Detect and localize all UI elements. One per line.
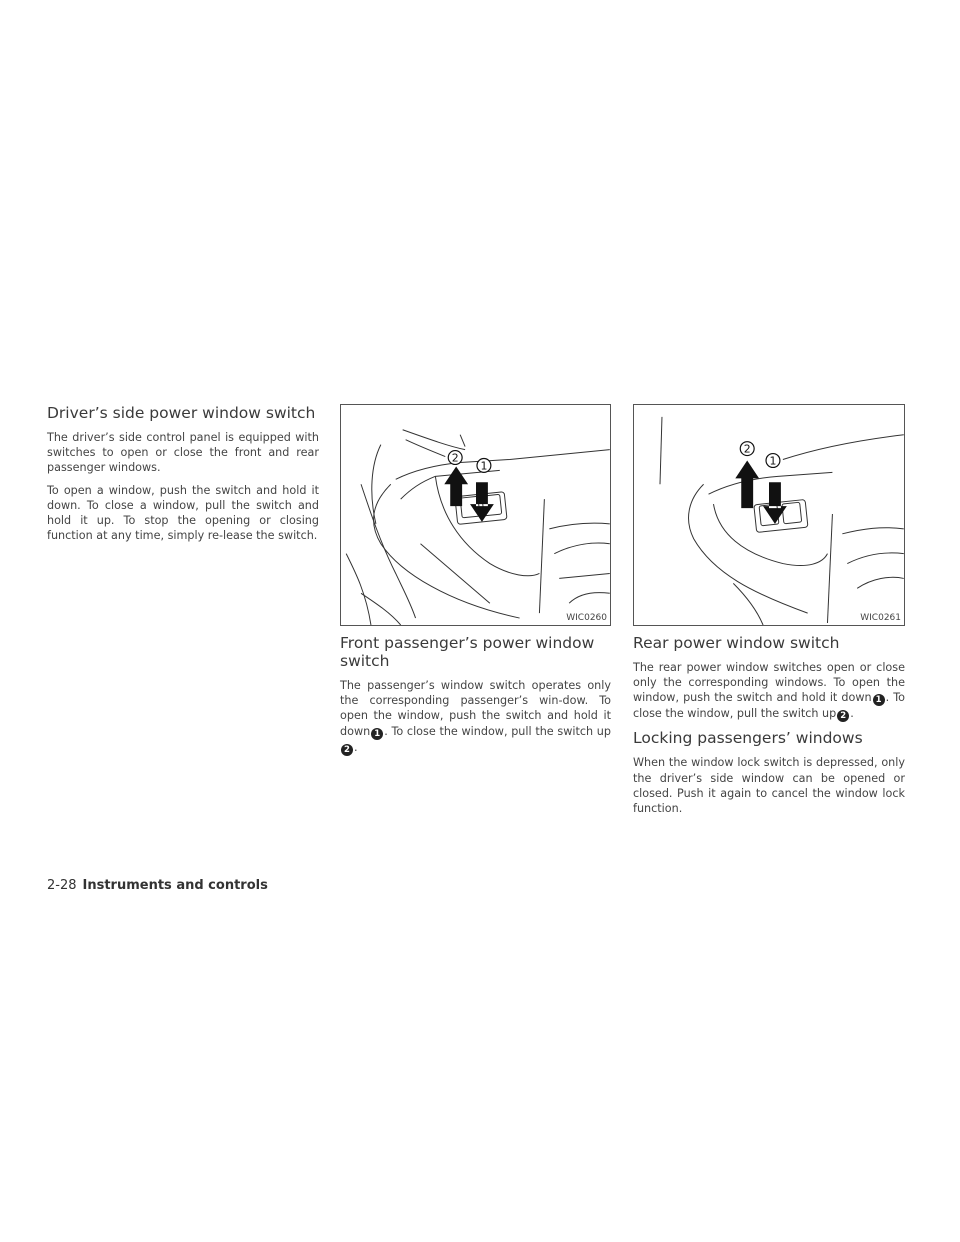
- heading-locking-windows: Locking passengers’ windows: [633, 729, 863, 748]
- figure-code: WIC0260: [566, 613, 607, 623]
- figure-front-passenger-switch: [340, 404, 611, 626]
- page-footer: [47, 878, 268, 893]
- text-segment: The passenger’s window switch operates only the corresponding passenger’s win-dow. To open the window, push the switch and hold it down: [340, 679, 611, 738]
- text-segment: . To close the window, pull the switch up: [633, 691, 905, 721]
- heading-front-passenger: Front passenger’s power window switch: [340, 634, 595, 670]
- heading-drivers-switch: Driver’s side power window switch: [47, 404, 316, 422]
- illustration-front-switch: [341, 405, 610, 625]
- paragraph-drivers-1: The driver’s side control panel is equipped with switches to open or close the front and rear passenger windows.: [47, 431, 319, 475]
- paragraph-rear-switch: [633, 660, 905, 722]
- paragraph-front-passenger: [340, 678, 611, 756]
- text-segment: .: [354, 740, 358, 754]
- callout-2-icon: 2: [837, 710, 849, 722]
- callout-1-label: 1: [480, 459, 488, 473]
- text-segment: .: [850, 707, 854, 721]
- text-segment: . To close the window, pull the switch up: [384, 724, 611, 738]
- column-left: [47, 404, 319, 550]
- heading-rear-switch: Rear power window switch: [633, 634, 840, 652]
- column-right: [633, 404, 905, 823]
- figure-rear-switch: [633, 404, 905, 626]
- page-number: 2-28: [47, 878, 77, 893]
- column-middle: [340, 404, 611, 763]
- callout-2-icon: 2: [341, 744, 353, 756]
- callout-2-label: 2: [743, 442, 751, 456]
- figure-code: WIC0261: [860, 613, 901, 623]
- paragraph-locking-windows: When the window lock switch is depressed, only the driver’s side window can be opened or closed. Push it again to cancel the window lock function.: [633, 756, 905, 816]
- section-title: Instruments and controls: [82, 878, 268, 893]
- callout-1-label: 1: [769, 454, 777, 468]
- paragraph-drivers-2: To open a window, push the switch and hold it down. To close a window, pull the switch and hold it up. To stop the opening or closing function at any time, simply re-lease the switch.: [47, 483, 319, 543]
- callout-1-icon: 1: [873, 694, 885, 706]
- illustration-rear-switch: [634, 405, 904, 625]
- callout-1-icon: 1: [371, 728, 383, 740]
- text-segment: The rear power window switches open or close only the corresponding windows. To open the window, push the switch and hold it down: [633, 661, 905, 705]
- callout-2-label: 2: [451, 451, 459, 465]
